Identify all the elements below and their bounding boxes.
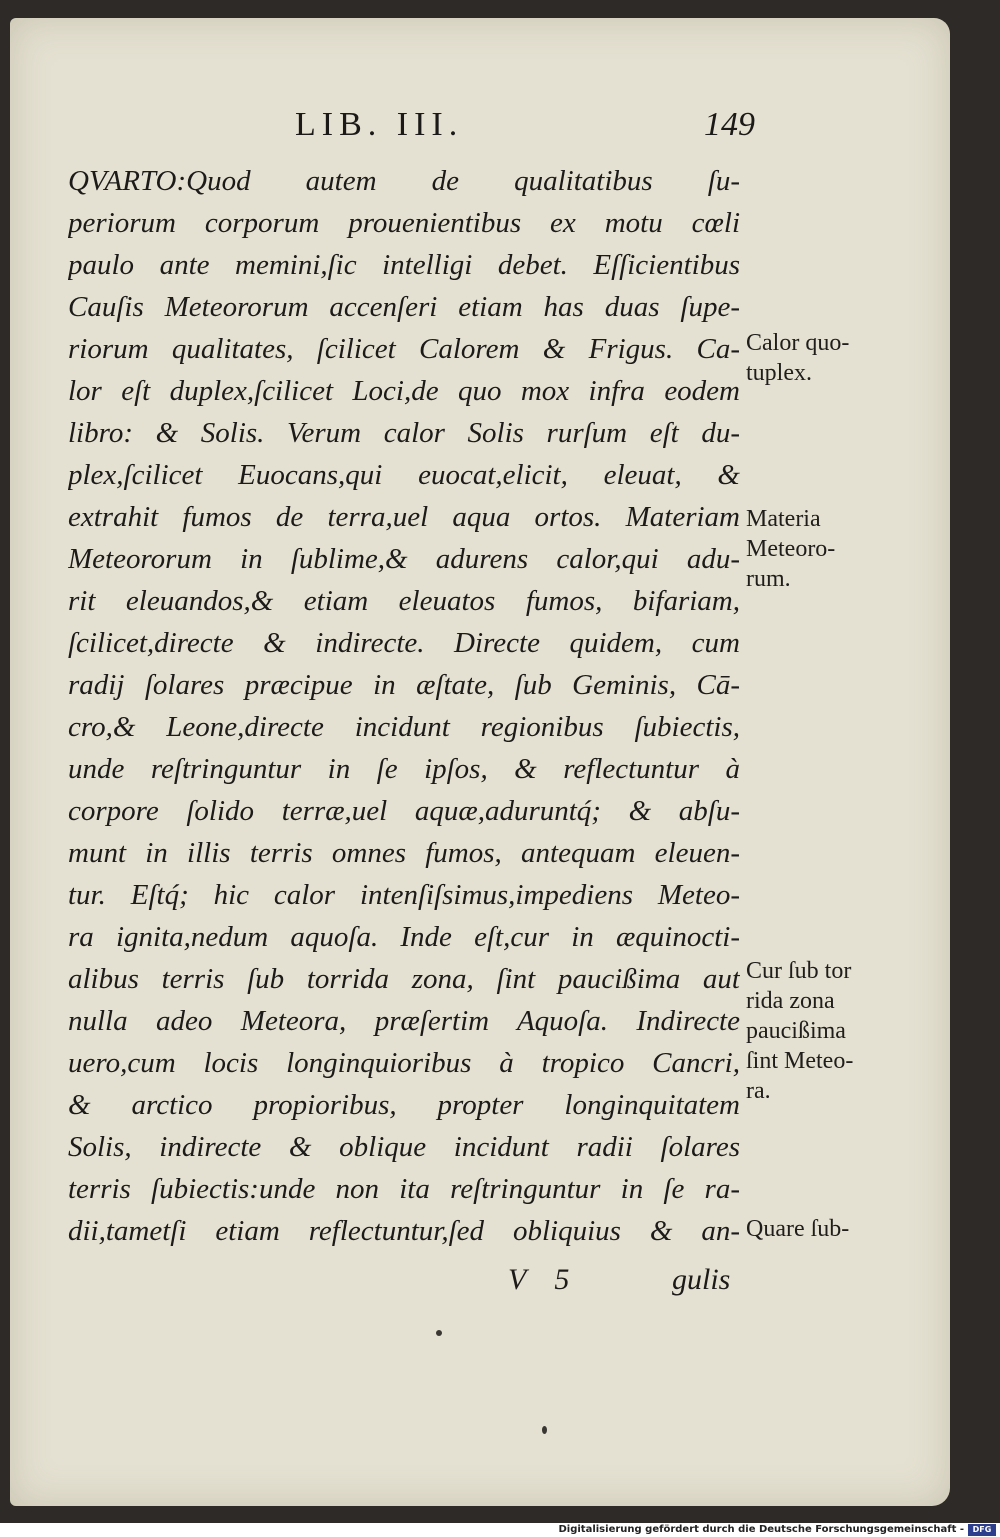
text-line: uero,cum locis longinquioribus à tropico Cancri,	[68, 1047, 740, 1079]
signature-mark	[508, 1263, 569, 1297]
margin-note-line: rum.	[746, 566, 791, 592]
ink-speck	[542, 1426, 547, 1434]
text-line: plex,ſcilicet Euocans,qui euocat,elicit, eleuat, &	[68, 459, 740, 491]
text-line: QVARTO:Quod autem de qualitatibus ſu-	[68, 165, 740, 197]
margin-note-calor	[746, 328, 849, 388]
text-line: riorum qualitates, ſcilicet Calorem & Frigus. Ca-	[68, 333, 740, 365]
book-page	[10, 18, 950, 1506]
text-line: ra ignita,nedum aquoſa. Inde eſt,cur in æquinocti-	[68, 921, 740, 953]
text-line: extrahit fumos de terra,uel aqua ortos. Materiam	[68, 501, 740, 533]
margin-note-line: ſint Meteo-	[746, 1048, 854, 1074]
margin-note-line: paucißima	[746, 1018, 846, 1044]
text-line: paulo ante memini,ſic intelligi debet. Eſſicientibus	[68, 249, 740, 281]
margin-note-line: Meteoro-	[746, 536, 836, 562]
text-line: corpore ſolido terræ,uel aquæ,aduruntq́; & abſu-	[68, 795, 740, 827]
margin-note-line: Cur ſub tor	[746, 958, 852, 984]
footer-bar	[0, 1523, 1000, 1537]
text-line: alibus terris ſub torrida zona, ſint paucißima aut	[68, 963, 740, 995]
catchword: gulis	[672, 1263, 731, 1296]
text-line: munt in illis terris omnes fumos, antequam eleuen-	[68, 837, 740, 869]
margin-note-line: Materia	[746, 506, 821, 532]
body-text	[68, 160, 740, 1252]
text-line: unde reſtringuntur in ſe ipſos, & reflectuntur à	[68, 753, 740, 785]
margin-note-line: tuplex.	[746, 360, 812, 386]
text-line: & arctico propioribus, propter longinquitatem	[68, 1089, 740, 1121]
text-line: Solis, indirecte & oblique incidunt radii ſolares	[68, 1131, 740, 1163]
text-line: lor eſt duplex,ſcilicet Loci,de quo mox infra eodem	[68, 375, 740, 407]
text-line: dii,tametſi etiam reflectuntur,ſed obliquius & an-	[68, 1215, 740, 1247]
text-line: ſcilicet,directe & indirecte. Directe quidem, cum	[68, 627, 740, 659]
margin-note-line: rida zona	[746, 988, 835, 1014]
ink-speck	[436, 1330, 442, 1336]
margin-note-materia	[746, 504, 835, 594]
text-line: nulla adeo Meteora, præſertim Aquoſa. Indirecte	[68, 1005, 740, 1037]
margin-note-cur	[746, 956, 853, 1106]
footer-credit: Digitalisierung gefördert durch die Deutsche Forschungsgemeinschaft -	[558, 1524, 964, 1535]
running-head: LIB. III.	[295, 106, 464, 143]
text-line: Meteororum in ſublime,& adurens calor,qui adu-	[68, 543, 740, 575]
page-number: 149	[704, 106, 755, 143]
text-line: terris ſubiectis:unde non ita reſtringuntur in ſe ra-	[68, 1173, 740, 1205]
text-line: cro,& Leone,directe incidunt regionibus ſubiectis,	[68, 711, 740, 743]
margin-note-line: Quare ſub-	[746, 1216, 850, 1242]
text-line: Cauſis Meteororum accenſeri etiam has duas ſupe-	[68, 291, 740, 323]
signature-letter: V	[508, 1263, 527, 1296]
margin-note-line: ra.	[746, 1078, 771, 1104]
signature-number: 5	[554, 1263, 570, 1296]
margin-note-quare	[746, 1214, 849, 1244]
text-line: rit eleuandos,& etiam eleuatos fumos, bifariam,	[68, 585, 740, 617]
margin-note-line: Calor quo-	[746, 330, 850, 356]
page-header	[295, 106, 755, 146]
text-line: libro: & Solis. Verum calor Solis rurſum eſt du-	[68, 417, 740, 449]
text-line: radij ſolares præcipue in æſtate, ſub Geminis, Cā-	[68, 669, 740, 701]
text-line: tur. Eſtq́; hic calor intenſiſsimus,impediens Meteo-	[68, 879, 740, 911]
dfg-logo-icon: DFG	[968, 1524, 996, 1536]
text-line: periorum corporum prouenientibus ex motu cœli	[68, 207, 740, 239]
